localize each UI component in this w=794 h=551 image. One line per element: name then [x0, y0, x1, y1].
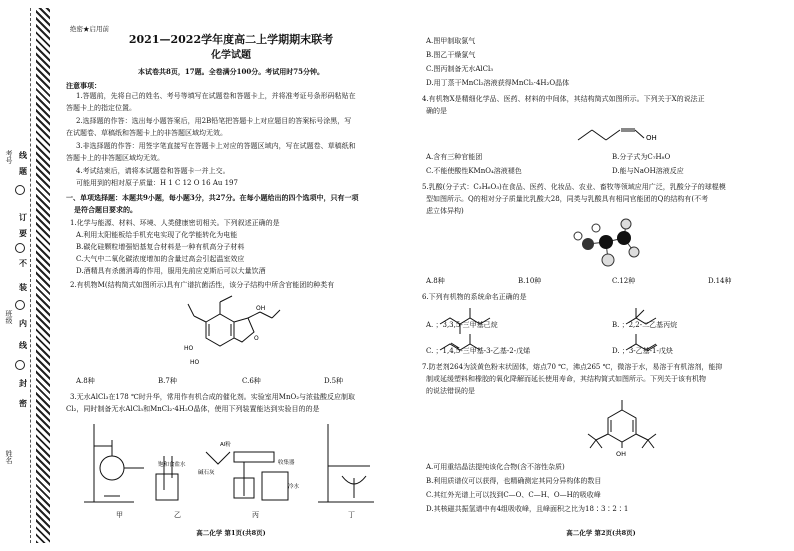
binding-hatch: [36, 8, 50, 543]
apparatus-tag: 碱石灰: [198, 470, 215, 476]
section1-heading-2: 是符合题目要求的。: [74, 205, 137, 214]
q4-oh-label: OH: [646, 134, 657, 142]
q6-option: B. ；2,2-二乙基丙烷: [612, 321, 678, 329]
q4-option: B.分子式为C₇H₈O: [612, 153, 671, 161]
q7-oh-label: OH: [616, 450, 627, 458]
q7-stem-2: 制或延缓塑料和橡胶的氧化降解而延长使用寿命，其结构简式如图所示。下列关于该有机物: [426, 375, 706, 383]
note-line: 4.考试结束后，请将本试题卷和答题卡一并上交。: [76, 167, 230, 175]
q5-stem-2: 型如图所示。Q的相对分子质量比乳酸大28，同类与乳酸具有相同官能团的Q的结构有(不考: [426, 195, 709, 203]
svg-text:HO: HO: [184, 345, 194, 352]
q2-structure-diagram: [176, 292, 286, 370]
q3-option: B.图乙干燥氯气: [426, 51, 476, 59]
q1-option: D.酒精具有杀菌消毒的作用，服用先前应克斯后可以大量饮酒: [76, 267, 266, 275]
binding-mark: 内: [19, 318, 27, 328]
q6-skeletal-structures: [438, 306, 794, 356]
apparatus-tag: 冷水: [288, 484, 300, 490]
svg-text:O: O: [254, 335, 259, 342]
q4-stem-1: 4.有机物X是精细化学品、医药、材料的中间体，其结构简式如图所示。下列关于X的说法正: [422, 95, 705, 103]
q5-option: B.10种: [518, 277, 542, 285]
binding-mark: 线: [19, 340, 27, 350]
q7-option: C.其红外光谱上可以找到C—O、C—H、O—H的吸收峰: [426, 491, 601, 499]
binding-mark: 订: [19, 212, 27, 222]
notes-heading: 注意事项：: [66, 81, 101, 90]
binding-strip: [0, 0, 58, 551]
q7-stem-1: 7.防老剂264为淡黄色粉末状固体，熔点70 ℃，沸点265 ℃，微溶于水，易溶于有机溶剂，能抑: [422, 363, 723, 371]
q4-structure-diagram: [572, 116, 672, 148]
q3-stem-2: Cl₂，同时制备无水AlCl₃和MnCl₂·4H₂O晶体，使用下列装置能达到实验目的的是: [66, 405, 320, 413]
binding-mark: 要: [19, 228, 27, 238]
q2-option: B.7种: [158, 377, 177, 385]
q3-option: C.图丙制备无水AlCl₃: [426, 65, 494, 73]
label-name: 姓名: [5, 450, 13, 464]
q2-option: A.8种: [76, 377, 95, 385]
figure-label: 甲: [116, 511, 123, 519]
q4-stem-2: 确的是: [426, 107, 447, 115]
q6-option: D. ；3-乙基-1-戊炔: [612, 347, 673, 355]
q6-stem: 6.下列有机物的系统命名正确的是: [422, 293, 527, 301]
q7-option: A.可用重结晶法提纯该化合物(含不溶性杂质): [426, 463, 565, 471]
binding-dashed-line: [30, 8, 31, 543]
q7-option: D.其核磁共振氢谱中有4组吸收峰，且峰面积之比为18∶3∶2∶1: [426, 505, 629, 513]
apparatus-tag: 饱和食盐水: [158, 462, 186, 468]
binding-mark: 密: [19, 398, 27, 408]
label-exam-number: 考号: [5, 150, 13, 164]
exam-title: 2021—2022学年度高二上学期期末联考: [128, 33, 334, 46]
binding-circle: [15, 243, 25, 253]
q7-option: B.利用质谱仪可以获得，也精确测定其同分异构体的数目: [426, 477, 602, 485]
svg-text:HO: HO: [190, 359, 200, 366]
section1-heading: 一、单项选择题：本题共9小题，每小题3分，共27分。在每小题给出的四个选项中，只有一项: [66, 193, 359, 202]
apparatus-tag: 收集器: [278, 460, 295, 466]
q1-stem: 1.化学与能源、材料、环境、人类健康密切相关。下列叙述正确的是: [70, 219, 280, 227]
q7-stem-3: 的说法错误的是: [426, 387, 475, 395]
q1-option: A.利用太阳能板给手机充电实现了化学能转化为电能: [76, 231, 238, 239]
svg-text:OH: OH: [256, 305, 266, 312]
binding-circle: [15, 360, 25, 370]
q7-structure-diagram: [582, 396, 662, 458]
q2-option: C.6种: [242, 377, 261, 385]
q5-stem-1: 5.乳酸(分子式：C₃H₆O₃)在食品、医药、化妆品、农业、畜牧等领域应用广泛，乳酸分子的球棍模: [422, 183, 726, 191]
q3-option: D.用丁蒸干MnCl₂溶液获得MnCl₂·4H₂O晶体: [426, 79, 570, 87]
q5-stem-3: 虑立体异构): [426, 207, 464, 215]
q5-option: C.12种: [612, 277, 636, 285]
q5-ball-stick-model: [568, 216, 648, 274]
binding-mark: 线: [19, 150, 27, 160]
binding-circle: [15, 185, 25, 195]
q6-option: A. ；3,3,5-三甲基己烷: [426, 321, 498, 329]
q6-option: C. ；1,4,5-三甲基-3-乙基-2-戊烯: [426, 347, 531, 355]
q2-stem: 2.有机物M(结构简式如图所示)具有广谱抗菌活性，该分子结构中所含官能团的种类有: [70, 281, 335, 289]
q4-option: D.能与NaOH溶液反应: [612, 167, 684, 175]
subject-title: 化学试题: [211, 50, 251, 61]
q2-option: D.5种: [324, 377, 344, 385]
note-line: 3.非选择题的作答：用签字笔直接写在答题卡上对应的答题区域内，写在试题卷、草稿纸和: [76, 142, 356, 150]
binding-mark: 装: [19, 282, 27, 292]
binding-circle: [15, 300, 25, 310]
q4-option: A.含有三种官能团: [426, 153, 483, 161]
q5-option: A.8种: [426, 277, 445, 285]
right-page: [412, 0, 790, 551]
binding-mark: 题: [19, 166, 27, 176]
figure-label: 丙: [252, 511, 259, 519]
binding-mark: 不: [19, 258, 27, 268]
secret-label: 绝密★启用前: [70, 25, 109, 33]
q1-option: C.大气中二氧化碳浓度增加的含量过高会引起温室效应: [76, 255, 245, 263]
q3-apparatus-figure: [74, 416, 392, 512]
figure-label: 乙: [174, 511, 181, 519]
binding-mark: 封: [19, 378, 27, 388]
apparatus-tag: Al粉: [220, 442, 231, 448]
note-line: 2.选择题的作答：选出每小题答案后，用2B铅笔把答题卡上对应题目的答案标号涂黑，写: [76, 117, 352, 125]
note-line: 答题卡上的指定位置。: [66, 104, 136, 112]
note-line: 1.答题前，先将自己的姓名、考号等填写在试题卷和答题卡上，并将准考证号条形码粘贴在: [76, 92, 356, 100]
q5-option: D.14种: [708, 277, 732, 285]
q3-stem-1: 3.无水AlCl₃在178 ℃时升华，常用作有机合成的催化剂。实验室用MnO₂与浓盐酸反应制取: [70, 393, 356, 401]
left-page: [66, 0, 396, 551]
atomic-mass-line: 可能用到的相对原子质量：H 1 C 12 O 16 Au 197: [76, 179, 238, 187]
exam-info: 本试卷共8页，17题。全卷满分100分。考试用时75分钟。: [138, 67, 324, 76]
left-footer: 高二化学 第1页(共8页): [196, 529, 266, 537]
note-line: 答题卡上的非答题区域均无效。: [66, 154, 164, 162]
figure-label: 丁: [348, 511, 355, 519]
right-footer: 高二化学 第2页(共8页): [566, 529, 636, 537]
label-class: 班级: [5, 310, 13, 324]
q4-option: C.不能使酸性KMnO₄溶液褪色: [426, 167, 522, 175]
note-line: 在试题卷、草稿纸和答题卡上的非答题区域均无效。: [66, 129, 227, 137]
q3-option: A.图甲制取氯气: [426, 37, 476, 45]
q1-option: B.碳化硅颗粒增强铝基复合材料是一种有机高分子材料: [76, 243, 245, 251]
